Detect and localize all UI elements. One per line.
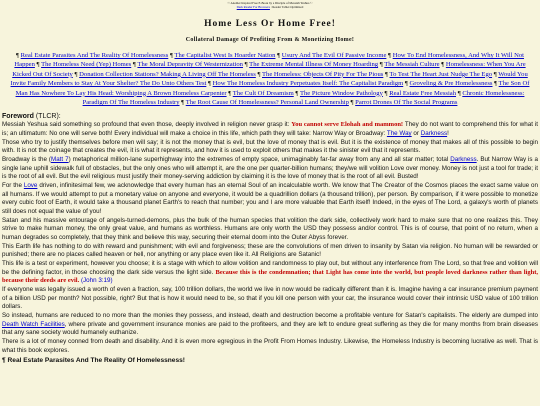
toc-link[interactable]: Chronic Homelessness: Paradigm Of The Homeless Industry (82, 89, 525, 107)
toc-pilcrow-icon: ¶ (15, 52, 21, 59)
text: , where private and government insurance monies are paid to the profiteers, and they are left to endure great suffering as they die for many months from brain diseases that any sane society would humanely euthanize. (2, 320, 538, 337)
toc-link[interactable]: The Homeless Need (Yep) Homes (41, 61, 132, 69)
toc-link[interactable]: Groveling & Pre Homelessness (409, 80, 493, 88)
paragraph-1 (2, 121, 538, 138)
paragraph-8: If everyone was legally issued a worth of even a fraction, say, 100 trillion dollars, the world we live in now would be radically different than it is. Imagine having a car insurance premium payment of a billion USD per month? Not possible, right? But that is how it would need to be, so that if you kill one person with your car, the insurance would cover their intrinsic USD value of 100 trillion dollars. (2, 286, 538, 311)
darkness-link[interactable]: Darkness (420, 130, 448, 138)
section-title: Real Estate Parasites And The Reality Of Homelessness! (7, 357, 186, 365)
toc-link[interactable]: The Son Of Man Has Nowhere To Lay His Head: Worshiping A Brown Homeless Carpenter (15, 80, 530, 97)
scripture-red: Because this is the condemnation; that Light has come into the world, but people loved darkness rather than light, because their deeds are evil. (2, 268, 538, 285)
toc-pilcrow-icon: ¶ (277, 52, 282, 59)
paragraph-4 (2, 182, 538, 216)
paragraph-3 (2, 156, 538, 182)
toc-link[interactable]: Would You Invite Family Members to Stay At Your Shelter? The Do Unto Others Test (10, 70, 528, 88)
toc-link[interactable]: How The Homeless Industry Perpetuates Itself: The Capitalist Paradigm (212, 80, 404, 88)
toc-pilcrow-icon: ¶ (494, 80, 499, 88)
love-link[interactable]: Love (23, 182, 38, 190)
toc-link[interactable]: The Root Cause Of Homelessness? Personal Land Ownership (185, 99, 349, 107)
toc-pilcrow-icon: ¶ (384, 89, 390, 97)
toc-link[interactable]: The Picture Window Pathology (299, 89, 383, 97)
foreword-note: (TLCR): (35, 113, 61, 121)
document-page (0, 1, 540, 366)
toc-pilcrow-icon: ¶ (244, 61, 250, 69)
toc-pilcrow-icon: ¶ (132, 61, 138, 69)
reader-line (227, 5, 313, 9)
matt-7-link[interactable]: Matt 7 (51, 156, 69, 164)
toc-link[interactable]: Real Estate Free Messiah (389, 89, 457, 97)
toc-link[interactable]: The Moral Depravity Of Westernization (137, 61, 243, 69)
the-way-link[interactable]: The Way (386, 130, 412, 138)
paragraph-7 (2, 260, 538, 286)
paragraph-2: Those who try to justify themselves before men will say; it is not the money that is evil, but the love of money that is evil. But it is the existence of money that makes all of this possible to begin with. It is not the coinage that creates the evil, it is what it represents, and how it is used to exploit others that makes it the sinister evil that it represents. (2, 138, 538, 155)
text: or (411, 130, 421, 138)
page-subtitle: Collateral Damage Of Profiting From & Monetizing Home! (185, 37, 355, 43)
section-heading (2, 357, 538, 366)
pilcrow-icon: ¶ (2, 357, 6, 365)
toc-pilcrow-icon: ¶ (257, 70, 262, 78)
toc-link[interactable]: The Extreme Mental Illness Of Money Hoarding (249, 61, 379, 69)
text: Broadway is the ( (2, 156, 51, 164)
ebook-credit: © Another Inspired Free E-Book by a Disciple of Messiah Yeshua © (227, 1, 313, 5)
toc-link[interactable]: Donation Collection Stations? Making A Living Off The Homeless (79, 70, 256, 78)
text: Messiah Yeshua said something so profound that even those, deeply involved in religion never grasp it: (2, 121, 292, 129)
toc-link[interactable]: Real Estate Parasites And The Reality Of Homelessness (20, 52, 169, 59)
ebook-header (227, 1, 313, 9)
text: They do not want to comprehend this for what it is; an ultimatum: No one will serve both! Every individual will make a choice in this life, which path they will take: Narrow Way or Broadway: (2, 121, 538, 138)
dark-reader-link[interactable]: Dark Reader For Browsers (236, 5, 270, 9)
toc-pilcrow-icon: ¶ (350, 99, 356, 107)
toc-pilcrow-icon: ¶ (379, 61, 385, 69)
foreword-heading (2, 112, 538, 121)
text: ) metaphorical million-lane superhighway into the extremes of empty space, unimaginably far-far away from any and all star matter; total (68, 156, 451, 164)
paragraph-5: Satan and his massive entourage of angels-turned-demons, plus the bulk of the human species that volition the dark side, collectively work hard to make sure that no one realizes this. They strive to make human money, the only great value, and humans as worthless. Humans are only worth the USD they possess and/or control. This is of course, that point of no return, when a human degrades so completely, that they think and believe this way, securing their eternal doom into the Outer Abyss forever. (2, 216, 538, 241)
toc-pilcrow-icon: ¶ (208, 80, 213, 88)
paragraph-6: This Earth life has nothing to do with reward and punishment; with evil and forgiveness; these are the convolutions of men driven to insanity by Satan via religion. No human will be rewarded or punished; there are no places called heaven or hell, nor anything or any place even like it. All Religions are Satanic! (2, 242, 538, 259)
toc-pilcrow-icon: ¶ (181, 99, 186, 107)
table-of-contents (2, 51, 538, 107)
reader-tablet-text: : Reader Tablet Optimized (269, 5, 304, 9)
toc-link[interactable]: How To End Homelessness, And Why It Will Not Happen (14, 52, 525, 69)
toc-pilcrow-icon: ¶ (228, 89, 233, 97)
toc-pilcrow-icon: ¶ (74, 70, 80, 78)
death-watch-link[interactable]: Death Watch Facilities (2, 320, 65, 328)
toc-link[interactable]: The Messiah Culture (384, 61, 440, 69)
toc-pilcrow-icon: ¶ (457, 89, 463, 97)
foreword-body (2, 121, 538, 355)
text: . But Narrow Way is a single lane uphill sidewalk full of obstacles, but the only ones who will attempt it, are the one per quarter-billion humans; they/we will volition Love over money. Money is not just a tool for trade; it is the root of all evil. But the evil religious must justify their money-serving addiction by claiming it is the love of money that is the root of all evil. Busted! (2, 156, 538, 181)
john-3-19-ref: (John 3:19) (79, 277, 113, 285)
toc-link[interactable]: To Test The Heart Just Nudge The Ego (389, 70, 493, 78)
toc-link[interactable]: Homelessness: When You Are Kicked Out Of Society (12, 61, 526, 78)
text: This life is a test or experiment, however you choose; it is a stage with which to allow volition and randomness to play out, but without any interference from The Lord, so that free and volition will be the defining factor, in those choosing the dark side versus the light side. (2, 260, 538, 276)
text: So instead, humans are reduced to no more than the monies they possess, and instead, death and destruction become a profitable venture for Satan's capitalists. The elderly are dumped into (2, 312, 538, 319)
text: ! (447, 130, 449, 138)
paragraph-10: There is a lot of money conned from death and disability. And it is even more egregious in the Profit From Homes Industry. Likewise, the Homeless Industry is becoming lucrative as well. That is what this book explores. (2, 337, 538, 354)
foreword-title: Foreword (2, 113, 34, 121)
page-title: Home Less Or Home Free! (204, 19, 336, 29)
quote-red: You cannot serve Elohah and mammon! (291, 121, 404, 129)
toc-pilcrow-icon: ¶ (295, 89, 300, 97)
toc-pilcrow-icon: ¶ (493, 70, 499, 78)
toc-pilcrow-icon: ¶ (384, 70, 390, 78)
toc-pilcrow-icon: ¶ (441, 61, 446, 69)
toc-link[interactable]: Parrot Drones Of The Social Programs (355, 99, 458, 107)
darkness-link-2[interactable]: Darkness (450, 156, 477, 164)
toc-link[interactable]: The Homeless: Objects Of Pity For The Pious (262, 70, 384, 78)
toc-pilcrow-icon: ¶ (388, 52, 393, 59)
paragraph-9 (2, 312, 538, 338)
text: driven, infinitesimal few, we acknowledge that every human has an eternal Soul of an incalculable worth. We know that The Creator of the Cosmos places the exact same value on all humans. If we would attempt to put a monetary value on anyone and everyone, it would be a quadrillion dollars (a thousand trillion), per person. By comparison, if it were possible to monetize every cubic foot of Earth, it would take a thousand planet Earth's to reach that number; you and I are more valuable that Earth itself! Indeed, in the eyes of The Lord, a galaxy's worth of planets still does not equal the value of you! (2, 182, 538, 215)
toc-link[interactable]: The Capitalist West Is Hoarder Nation (174, 52, 276, 59)
toc-pilcrow-icon: ¶ (36, 61, 42, 69)
toc-link[interactable]: Usury And The Evil Of Passive Income (281, 52, 387, 59)
toc-pilcrow-icon: ¶ (404, 80, 410, 88)
text: For the (2, 182, 24, 190)
toc-link[interactable]: The Cult Of Dreamism (232, 89, 294, 97)
toc-pilcrow-icon: ¶ (169, 52, 175, 59)
